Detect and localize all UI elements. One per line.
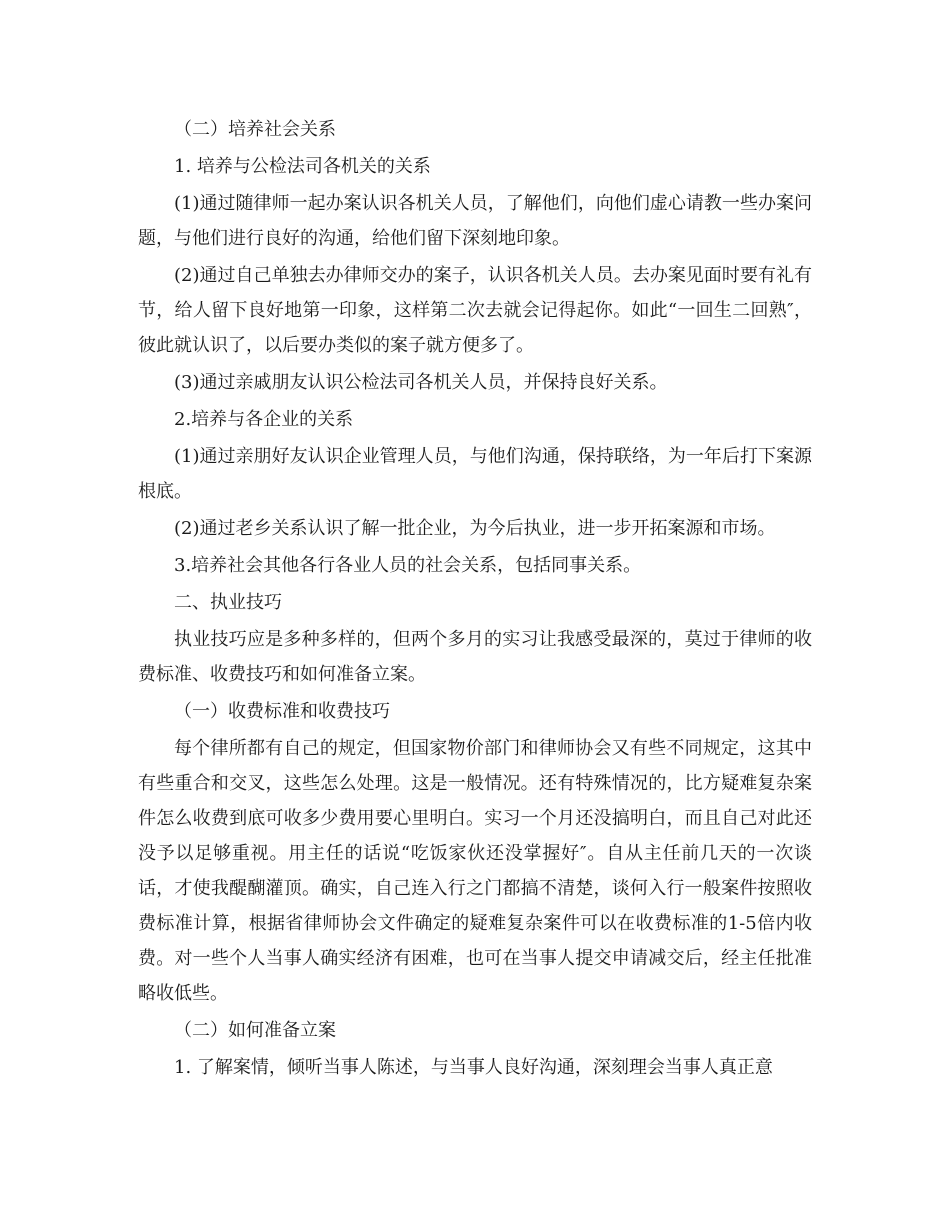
- paragraph-filing-1: 1. 了解案情，倾听当事人陈述，与当事人良好沟通，深刻理会当事人真正意: [174, 1057, 773, 1078]
- paragraph-enterprise-1: (1)通过亲朋好友认识企业管理人员，与他们沟通，保持联络，为一年后打下案源根底。: [138, 446, 812, 502]
- subsection-heading-filing: （二）如何准备立案: [174, 1020, 336, 1041]
- document-body: [138, 112, 812, 1087]
- subsection-heading-fees: （一）收费标准和收费技巧: [174, 701, 390, 722]
- paragraph-practice-intro: 执业技巧应是多种多样的，但两个多月的实习让我感受最深的，莫过于律师的收费标准、收费技巧和如何准备立案。: [138, 629, 812, 685]
- section-heading-practice-skills: 二、执业技巧: [174, 592, 282, 613]
- paragraph-judicial-1: (1)通过随律师一起办案认识各机关人员，了解他们，向他们虚心请教一些办案问题，与他们进行良好的沟通，给他们留下深刻地印象。: [138, 193, 812, 249]
- item-heading-other-relations: 3.培养社会其他各行各业人员的社会关系，包括同事关系。: [174, 555, 642, 576]
- paragraph-judicial-2: (2)通过自己单独去办律师交办的案子，认识各机关人员。去办案见面时要有礼有节，给人留下良好地第一印象，这样第二次去就会记得起你。如此“一回生二回熟″，彼此就认识了，以后要办类似的案子就方便多了。: [138, 265, 813, 356]
- subsection-heading-social-relations: （二）培养社会关系: [174, 119, 336, 140]
- paragraph-judicial-3: (3)通过亲戚朋友认识公检法司各机关人员，并保持良好关系。: [174, 372, 668, 393]
- paragraph-fees: 每个律所都有自己的规定，但国家物价部门和律师协会又有些不同规定，这其中有些重合和交叉，这些怎么处理。这是一般情况。还有特殊情况的，比方疑难复杂案件怎么收费到底可收多少费用要心里明白。实习一个月还没搞明白，而且自己对此还没予以足够重视。用主任的话说“吃饭家伙还没掌握好″。自从主任前几天的一次谈话，才使我醍醐灌顶。确实，自己连入行之门都搞不清楚，谈何入行一般案件按照收费标准计算，根据省律师协会文件确定的疑难复杂案件可以在收费标准的1-5倍内收费。对一些个人当事人确实经济有困难，也可在当事人提交申请减交后，经主任批准略收低些。: [138, 738, 812, 1004]
- paragraph-enterprise-2: (2)通过老乡关系认识了解一批企业，为今后执业，进一步开拓案源和市场。: [174, 518, 776, 539]
- item-heading-enterprise-relations: 2.培养与各企业的关系: [174, 409, 354, 430]
- item-heading-judicial-relations: 1. 培养与公检法司各机关的关系: [174, 156, 431, 177]
